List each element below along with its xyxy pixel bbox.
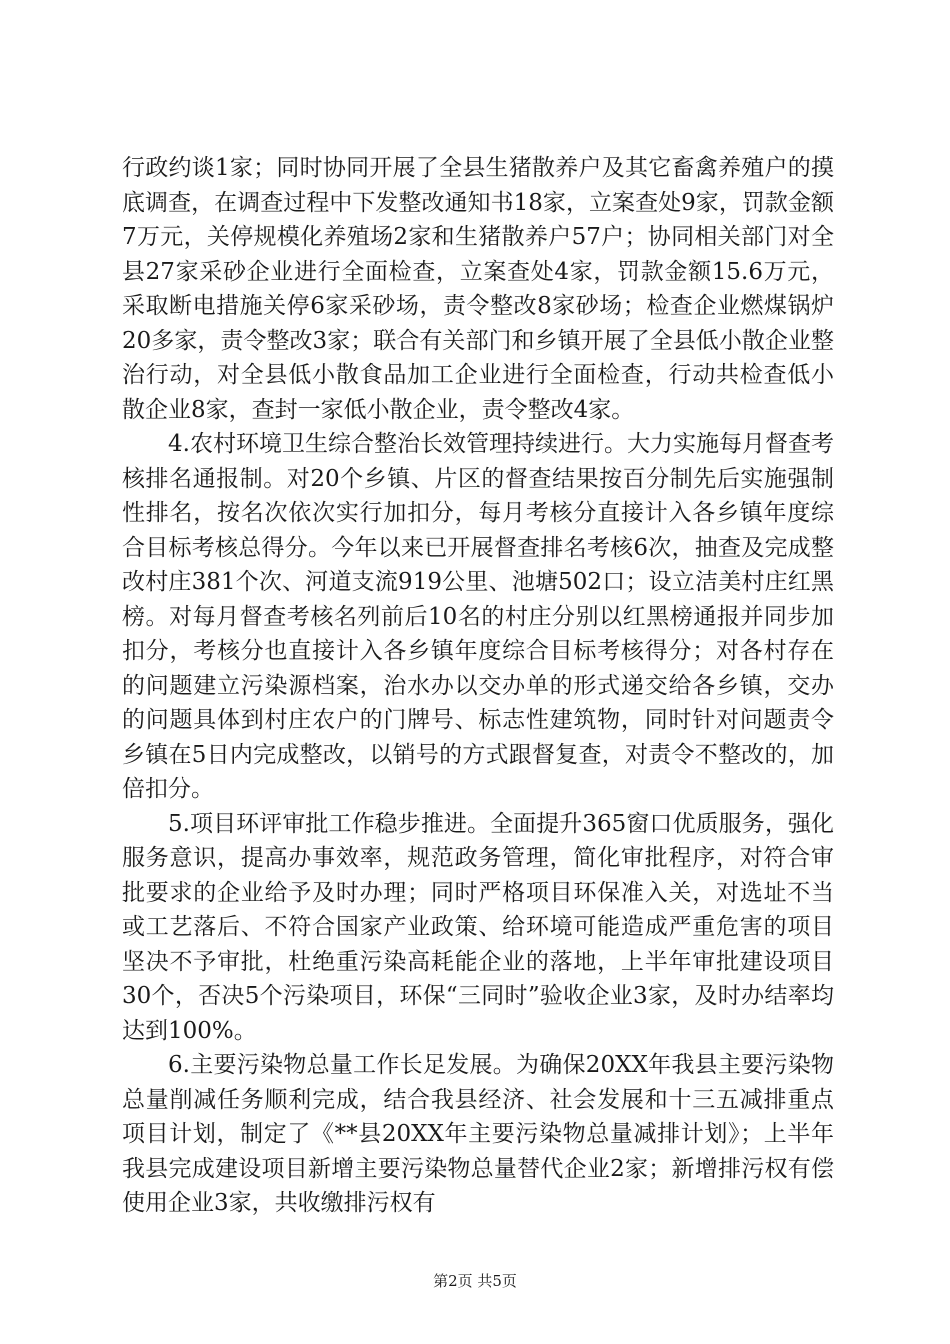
page-footer: 第2页 共5页 [433, 1272, 517, 1290]
paragraph-rural-sanitation: 4.农村环境卫生综合整治长效管理持续进行。大力实施每月督查考核排名通报制。对20个乡镇、片区的督查结果按百分制先后实施强制性排名，按名次依次实行加扣分，每月考核分直接计入各乡镇年度综合目标考核总得分。今年以来已开展督查排名考核6次，抽查及完成整改村庄381个次、河道支流919公里、池塘502口；设立洁美村庄红黑榜。对每月督查考核名列前后10名的村庄分别以红黑榜通报并同步加扣分，考核分也直接计入各乡镇年度综合目标考核得分；对各村存在的问题建立污染源档案，治水办以交办单的形式递交给各乡镇，交办的问题具体到村庄农户的门牌号、标志性建筑物，同时针对问题责令乡镇在5日内完成整改，以销号的方式跟督复查，对责令不整改的，加倍扣分。 [122, 431, 834, 802]
paragraph-pollutant-total: 6.主要污染物总量工作长足发展。为确保20XX年我县主要污染物总量削减任务顺利完成，结合我县经济、社会发展和十三五减排重点项目计划，制定了《**县20XX年主要污染物总量减排计划》；上半年我县完成建设项目新增主要污染物总量替代企业2家；新增排污权有偿使用企业3家，共收缴排污权有 [122, 1052, 834, 1216]
paragraph-continuation: 行政约谈1家；同时协同开展了全县生猪散养户及其它畜禽养殖户的摸底调查，在调查过程中下发整改通知书18家，立案查处9家，罚款金额7万元，关停规模化养殖场2家和生猪散养户57户；协同相关部门对全县27家采砂企业进行全面检查，立案查处4家，罚款金额15.6万元，采取断电措施关停6家采砂场，责令整改8家砂场；检查企业燃煤锅炉20多家，责令整改3家；联合有关部门和乡镇开展了全县低小散企业整治行动，对全县低小散食品加工企业进行全面检查，行动共检查低小散企业8家，查封一家低小散企业，责令整改4家。 [122, 155, 834, 423]
document-body [122, 151, 834, 1221]
paragraph-eia-approval: 5.项目环评审批工作稳步推进。全面提升365窗口优质服务，强化服务意识，提高办事效率，规范政务管理，简化审批程序，对符合审批要求的企业给予及时办理；同时严格项目环保准入关，对选址不当或工艺落后、不符合国家产业政策、给环境可能造成严重危害的项目坚决不予审批，杜绝重污染高耗能企业的落地，上半年审批建设项目30个，否决5个污染项目，环保“三同时”验收企业3家，及时办结率均达到100%。 [122, 810, 834, 1044]
